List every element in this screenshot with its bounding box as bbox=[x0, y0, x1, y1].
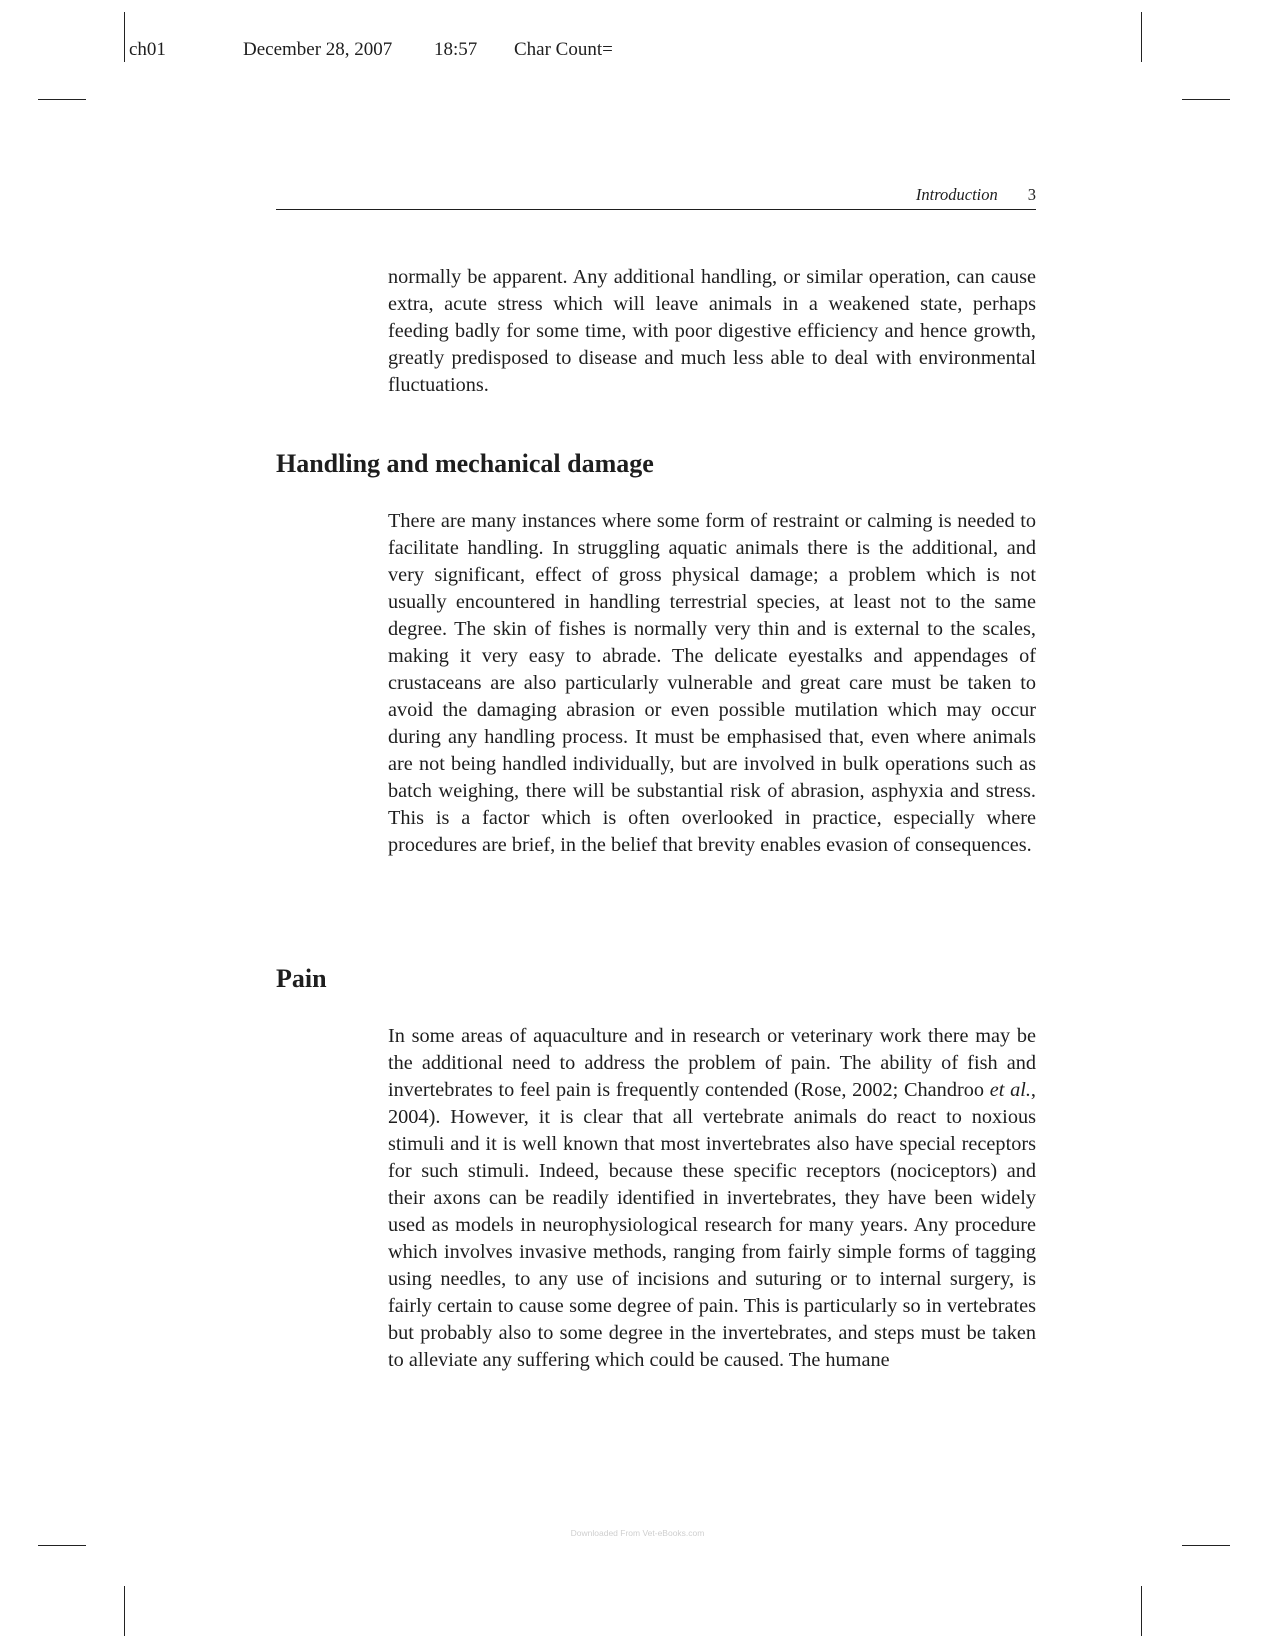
citation-et-al: et al. bbox=[989, 1079, 1031, 1101]
running-head-rule bbox=[276, 209, 1036, 210]
running-head bbox=[276, 183, 1036, 207]
slug-char-count: Char Count= bbox=[514, 39, 613, 60]
section-heading-handling: Handling and mechanical damage bbox=[276, 449, 654, 478]
crop-mark-bottom-right-vertical bbox=[1141, 1586, 1142, 1636]
pain-paragraph-text-1: In some areas of aquaculture and in research or veterinary work there may be the additional need to address the problem of pain. The ability of fish and invertebrates to feel pain is frequently contended (Rose, 2002; Chandroo bbox=[388, 1025, 1036, 1101]
slug-date: December 28, 2007 bbox=[243, 39, 393, 60]
crop-mark-bottom-left-horizontal bbox=[38, 1545, 86, 1546]
crop-mark-bottom-right-horizontal bbox=[1182, 1545, 1230, 1546]
watermark: Downloaded From Vet-eBooks.com bbox=[570, 1528, 705, 1538]
running-head-title: Introduction bbox=[915, 185, 998, 204]
page-number: 3 bbox=[1027, 185, 1036, 204]
crop-mark-top-right-horizontal bbox=[1182, 99, 1230, 100]
crop-mark-top-left-vertical bbox=[124, 12, 125, 62]
crop-mark-bottom-left-vertical bbox=[124, 1586, 125, 1636]
slug-chapter: ch01 bbox=[129, 39, 166, 60]
crop-mark-top-right-vertical bbox=[1141, 12, 1142, 62]
slug-time: 18:57 bbox=[434, 39, 478, 60]
pain-paragraph bbox=[388, 1023, 1036, 1374]
crop-mark-top-left-horizontal bbox=[38, 99, 86, 100]
section-heading-pain: Pain bbox=[276, 964, 327, 993]
pain-paragraph-text-2: , 2004). However, it is clear that all vertebrate animals do react to noxious stimuli and it is well known that most invertebrates also have special receptors for such stimuli. Indeed, because these specific receptors (nociceptors) and their axons can be readily identified in invertebrates, they have been widely used as models in neurophysiological research for many years. Any procedure which involves invasive methods, ranging from fairly simple forms of tagging using needles, to any use of incisions and suturing or to internal surgery, is fairly certain to cause some degree of pain. This is particularly so in vertebrates but probably also to some degree in the invertebrates, and steps must be taken to alleviate any suffering which could be caused. The humane bbox=[388, 1079, 1036, 1371]
handling-paragraph: There are many instances where some form of restraint or calming is needed to facilitate handling. In struggling aquatic animals there is the additional, and very significant, effect of gross physical damage; a problem which is not usually encountered in handling terrestrial species, at least not to the same degree. The skin of fishes is normally very thin and is external to the scales, making it very easy to abrade. The delicate eyestalks and appendages of crustaceans are also particularly vulnerable and great care must be taken to avoid the damaging abrasion or even possible mutilation which may occur during any handling process. It must be emphasised that, even where animals are not being handled individually, but are involved in bulk operations such as batch weighing, there will be substantial risk of abrasion, asphyxia and stress. This is a factor which is often overlooked in practice, especially where procedures are brief, in the belief that brevity enables evasion of consequences. bbox=[388, 510, 1036, 856]
intro-paragraph: normally be apparent. Any additional handling, or similar operation, can cause extra, acute stress which will leave animals in a weakened state, perhaps feeding badly for some time, with poor digestive efficiency and hence growth, greatly predisposed to disease and much less able to deal with environmental fluctuations. bbox=[388, 266, 1036, 396]
